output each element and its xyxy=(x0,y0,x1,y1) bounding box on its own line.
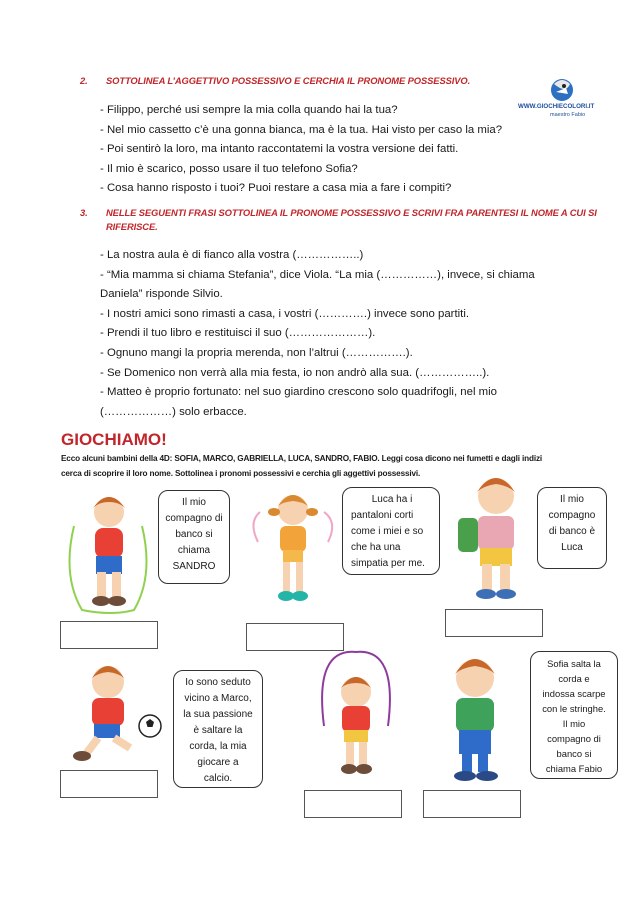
boy-jump-rope-illustration xyxy=(62,486,157,618)
boy-standing-illustration xyxy=(432,648,518,784)
exercise-2-number: 2. xyxy=(80,75,88,86)
sentence: - Cosa hanno risposto i tuoi? Puoi restare a casa mia a fare i compiti? xyxy=(100,182,452,195)
speech-bubble-1: Il mio compagno di banco si chiama SANDRO xyxy=(158,490,230,584)
sentence: - Filippo, perché usi sempre la mia colla quando hai la tua? xyxy=(100,104,398,116)
sentence: - Il mio è scarico, posso usare il tuo telefono Sofia? xyxy=(100,162,358,175)
exercise-2-title: 2. SOTTOLINEA L’AGGETTIVO POSSESSIVO E CERCHIA IL PRONOME POSSESSIVO. xyxy=(80,75,471,86)
answer-box-6[interactable] xyxy=(423,790,521,818)
sentence: Daniela” risponde Silvio. xyxy=(100,288,223,301)
speech-bubble-4: Io sono seduto vicino a Marco, la sua passione è saltare la corda, la mia giocare a calcio. xyxy=(173,670,263,788)
sentence: - Poi sentirò la loro, ma intanto raccontatemi la vostra versione dei fatti. xyxy=(100,143,459,156)
sentence: - I nostri amici sono rimasti a casa, i vostri (………….) invece sono partiti. xyxy=(100,307,470,320)
exercise-3-title: 3. NELLE SEGUENTI FRASI SOTTOLINEA IL PRONOME POSSESSIVO E SCRIVI FRA PARENTESI IL NOME A CUI SI RIFERISCE. xyxy=(80,207,597,232)
speech-bubble-3: Il mio compagno di banco è Luca xyxy=(537,487,607,569)
boy-soccer-illustration xyxy=(68,660,166,764)
girl-jump-rope-illustration xyxy=(250,482,336,612)
sentence: (………………) solo erbacce. xyxy=(100,405,247,418)
sentence: - Ognuno mangi la propria merenda, non l’altrui (…………….). xyxy=(100,346,413,359)
speech-bubble-2: Luca ha i pantaloni corti come i miei e so che ha una simpatia per me. xyxy=(342,487,440,575)
exercise-2-lines xyxy=(100,101,502,199)
section-heading: GIOCHIAMO! xyxy=(61,430,167,449)
sentence: - Matteo è proprio fortunato: nel suo giardino crescono solo quadrifogli, nel mio xyxy=(100,386,497,399)
answer-box-3[interactable] xyxy=(445,609,543,637)
girl-rope-front-illustration xyxy=(302,646,410,784)
answer-box-5[interactable] xyxy=(304,790,402,818)
sentence: - Nel mio cassetto c’è una gonna bianca, ma è la tua. Hai visto per caso la mia? xyxy=(100,123,503,136)
answer-box-1[interactable] xyxy=(60,621,158,649)
game-intro: Ecco alcuni bambini della 4D: SOFIA, MARCO, GABRIELLA, LUCA, SANDRO, FABIO. Leggi cosa dicono nei fumetti e dagli indizi cerca di scoprire il loro nome. Sottolinea i pronomi possessivi e cerchia gli aggettivi possessivi. xyxy=(61,454,543,478)
sentence: - La nostra aula è di fianco alla vostra (……………..) xyxy=(100,249,364,261)
logo-text: WWW.GIOCHIECOLORI.IT xyxy=(518,103,595,110)
sentence: - Se Domenico non verrà alla mia festa, io non andrò alla sua. (……………..). xyxy=(100,366,490,379)
exercise-3-number: 3. xyxy=(80,207,88,218)
answer-box-4[interactable] xyxy=(60,770,158,798)
logo-subtitle: maestro Fabio xyxy=(550,112,586,118)
boy-backpack-illustration xyxy=(452,466,536,606)
sentence: - Prendi il tuo libro e restituisci il suo (…………………). xyxy=(100,327,376,340)
sentence: - “Mia mamma si chiama Stefania”, dice Viola. “La mia (……………), invece, si chiama xyxy=(100,268,535,281)
speech-bubble-5: Sofia salta la corda e indossa scarpe con le stringhe. Il mio compagno di banco si chiama Fabio xyxy=(530,651,618,779)
exercise-3-lines xyxy=(100,246,535,422)
